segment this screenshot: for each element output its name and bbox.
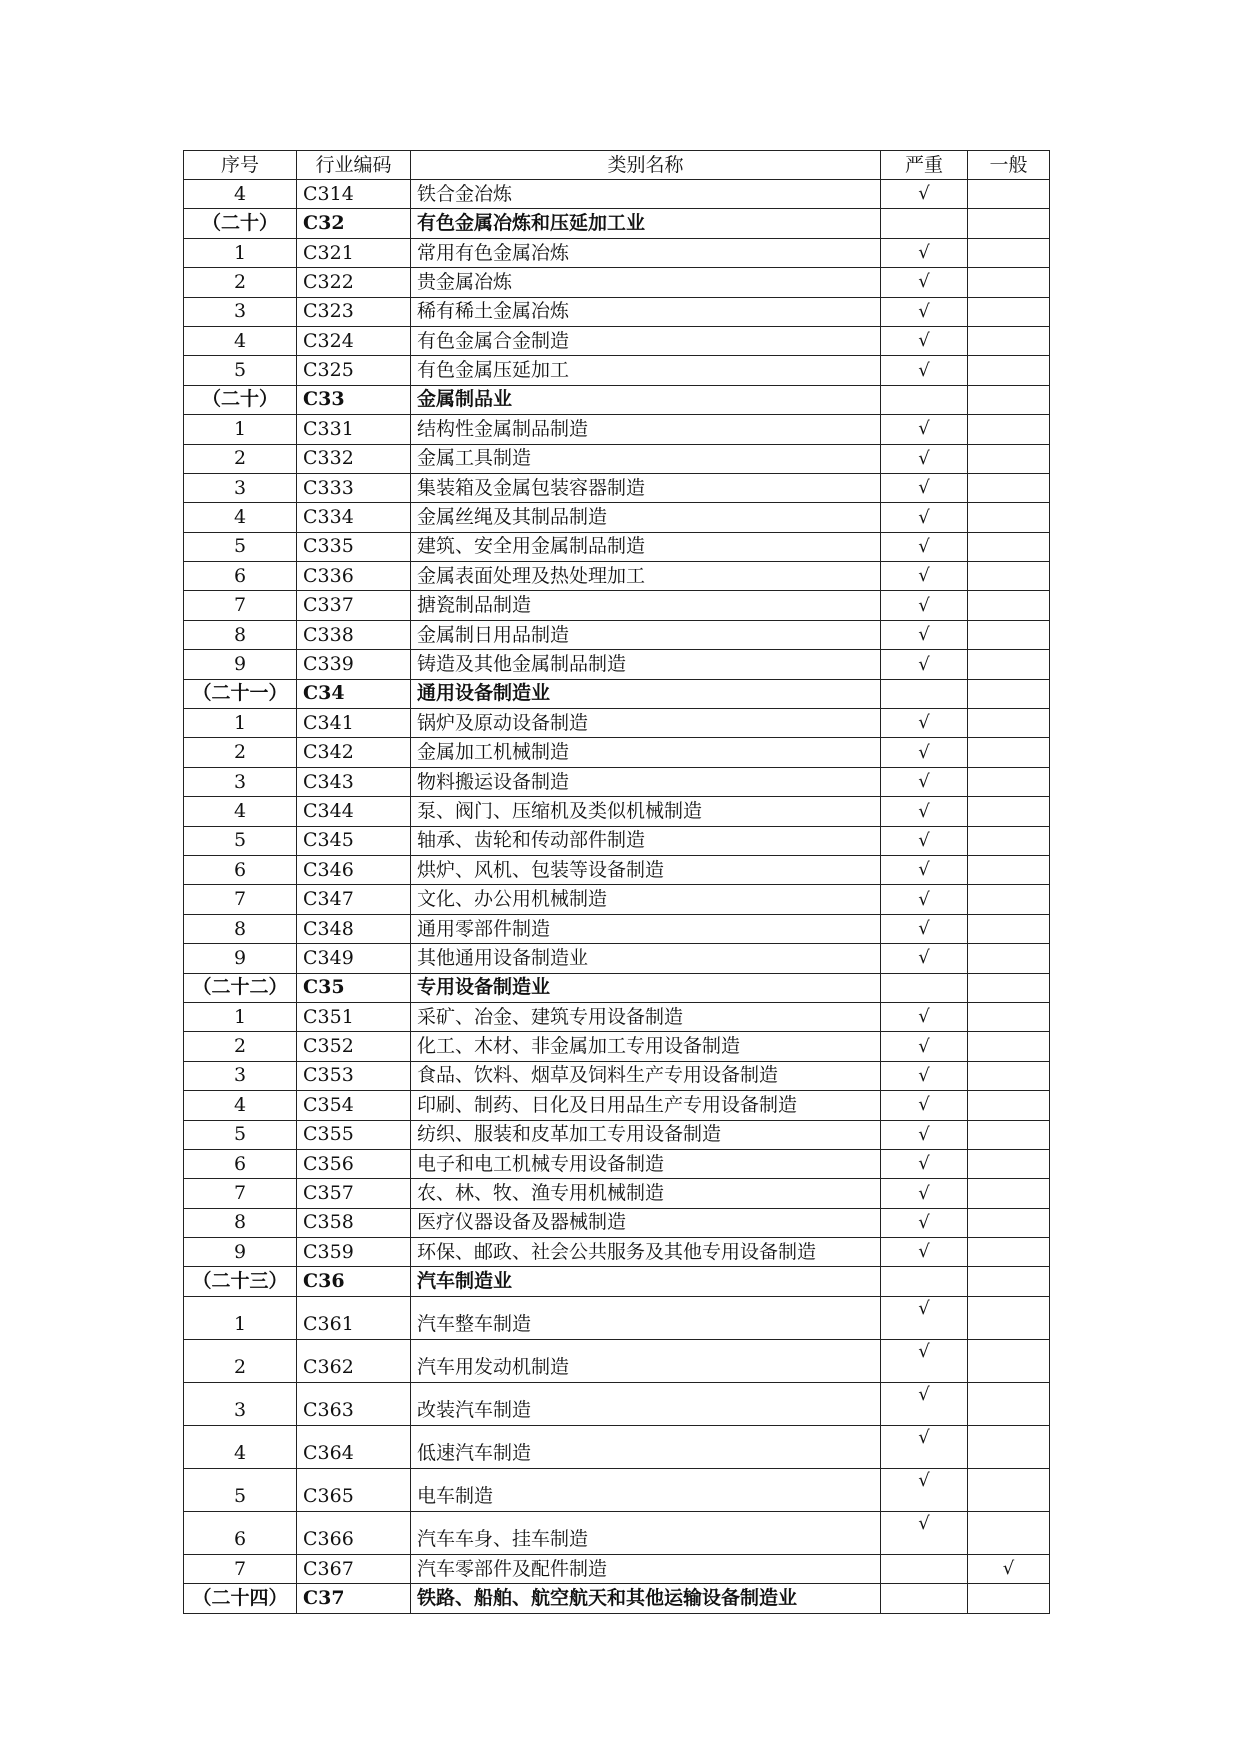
industry-code-cell: C334 [297, 503, 411, 532]
serious-mark-cell: √ [881, 767, 968, 796]
general-mark-cell [968, 591, 1050, 620]
general-mark-cell [968, 1425, 1050, 1468]
general-mark-cell [968, 356, 1050, 385]
table-row [184, 180, 1050, 209]
serious-mark-cell [881, 385, 968, 414]
category-name-cell: 铸造及其他金属制品制造 [411, 650, 881, 679]
category-name-cell: 金属制日用品制造 [411, 620, 881, 649]
general-mark-cell [968, 1002, 1050, 1031]
sequence-cell: （二十一） [184, 679, 297, 708]
table-row [184, 944, 1050, 973]
industry-code-cell: C359 [297, 1238, 411, 1267]
category-name-cell: 电子和电工机械专用设备制造 [411, 1149, 881, 1178]
sequence-cell: 7 [184, 1554, 297, 1583]
table-row [184, 738, 1050, 767]
category-name-cell: 金属丝绳及其制品制造 [411, 503, 881, 532]
sequence-cell: 2 [184, 1339, 297, 1382]
table-row [184, 297, 1050, 326]
serious-mark-cell [881, 1584, 968, 1613]
industry-code-cell: C351 [297, 1002, 411, 1031]
serious-mark-cell: √ [881, 180, 968, 209]
category-name-cell: 常用有色金属冶炼 [411, 238, 881, 267]
industry-code-cell: C34 [297, 679, 411, 708]
category-name-cell: 印刷、制药、日化及日用品生产专用设备制造 [411, 1091, 881, 1120]
serious-mark-cell: √ [881, 650, 968, 679]
category-name-cell: 环保、邮政、社会公共服务及其他专用设备制造 [411, 1238, 881, 1267]
sequence-cell: 2 [184, 444, 297, 473]
industry-code-cell: C365 [297, 1468, 411, 1511]
table-row [184, 1554, 1050, 1583]
serious-mark-cell: √ [881, 1032, 968, 1061]
serious-mark-cell: √ [881, 620, 968, 649]
industry-code-cell: C323 [297, 297, 411, 326]
sequence-cell: 9 [184, 650, 297, 679]
table-row [184, 767, 1050, 796]
category-name-cell: 汽车制造业 [411, 1267, 881, 1296]
industry-code-cell: C345 [297, 826, 411, 855]
sequence-cell: 5 [184, 1120, 297, 1149]
industry-code-cell: C339 [297, 650, 411, 679]
industry-code-cell: C341 [297, 709, 411, 738]
table-row [184, 473, 1050, 502]
industry-code-cell: C35 [297, 973, 411, 1002]
category-name-cell: 金属表面处理及热处理加工 [411, 562, 881, 591]
category-row [184, 1584, 1050, 1613]
sequence-cell: 8 [184, 914, 297, 943]
sequence-cell: 3 [184, 297, 297, 326]
general-mark-cell [968, 268, 1050, 297]
sequence-cell: 1 [184, 415, 297, 444]
sequence-cell: 9 [184, 1238, 297, 1267]
general-mark-cell [968, 1208, 1050, 1237]
general-mark-cell [968, 1149, 1050, 1178]
category-name-cell: 通用零部件制造 [411, 914, 881, 943]
category-row [184, 679, 1050, 708]
industry-code-cell: C336 [297, 562, 411, 591]
serious-mark-cell: √ [881, 268, 968, 297]
industry-code-cell: C346 [297, 855, 411, 884]
serious-mark-cell: √ [881, 532, 968, 561]
general-mark-cell [968, 415, 1050, 444]
sequence-cell: （二十） [184, 385, 297, 414]
industry-classification-table [183, 150, 1050, 1614]
table-row [184, 532, 1050, 561]
industry-code-cell: C322 [297, 268, 411, 297]
general-mark-cell [968, 914, 1050, 943]
table-row [184, 1002, 1050, 1031]
category-name-cell: 轴承、齿轮和传动部件制造 [411, 826, 881, 855]
serious-mark-cell: √ [881, 503, 968, 532]
table-row [184, 1091, 1050, 1120]
general-mark-cell [968, 1584, 1050, 1613]
industry-code-cell: C357 [297, 1179, 411, 1208]
sequence-cell: 6 [184, 1511, 297, 1554]
category-row [184, 209, 1050, 238]
category-name-cell: 汽车整车制造 [411, 1296, 881, 1339]
industry-code-cell: C347 [297, 885, 411, 914]
sequence-cell: 5 [184, 356, 297, 385]
header-general: 一般 [968, 151, 1050, 180]
general-mark-cell [968, 1296, 1050, 1339]
serious-mark-cell: √ [881, 885, 968, 914]
general-mark-cell [968, 503, 1050, 532]
serious-mark-cell: √ [881, 709, 968, 738]
category-name-cell: 食品、饮料、烟草及饲料生产专用设备制造 [411, 1061, 881, 1090]
table-row [184, 1468, 1050, 1511]
table-row [184, 238, 1050, 267]
table-row [184, 415, 1050, 444]
table-row [184, 1061, 1050, 1090]
sequence-cell: 5 [184, 1468, 297, 1511]
industry-code-cell: C358 [297, 1208, 411, 1237]
sequence-cell: 4 [184, 503, 297, 532]
sequence-cell: 4 [184, 797, 297, 826]
general-mark-cell [968, 1179, 1050, 1208]
category-name-cell: 稀有稀土金属冶炼 [411, 297, 881, 326]
general-mark-cell [968, 1382, 1050, 1425]
category-name-cell: 有色金属冶炼和压延加工业 [411, 209, 881, 238]
serious-mark-cell: √ [881, 944, 968, 973]
serious-mark-cell: √ [881, 1208, 968, 1237]
table-row [184, 503, 1050, 532]
sequence-cell: 4 [184, 1425, 297, 1468]
category-name-cell: 文化、办公用机械制造 [411, 885, 881, 914]
general-mark-cell [968, 885, 1050, 914]
table-row [184, 562, 1050, 591]
table-body [184, 180, 1050, 1614]
category-name-cell: 铁合金冶炼 [411, 180, 881, 209]
industry-code-cell: C344 [297, 797, 411, 826]
general-mark-cell [968, 1032, 1050, 1061]
general-mark-cell [968, 973, 1050, 1002]
sequence-cell: 3 [184, 1382, 297, 1425]
category-row [184, 385, 1050, 414]
general-mark-cell [968, 562, 1050, 591]
industry-code-cell: C356 [297, 1149, 411, 1178]
general-mark-cell [968, 385, 1050, 414]
serious-mark-cell: √ [881, 1339, 968, 1382]
serious-mark-cell: √ [881, 1061, 968, 1090]
serious-mark-cell: √ [881, 297, 968, 326]
sequence-cell: 5 [184, 826, 297, 855]
general-mark-cell [968, 180, 1050, 209]
industry-code-cell: C364 [297, 1425, 411, 1468]
serious-mark-cell: √ [881, 415, 968, 444]
industry-code-cell: C332 [297, 444, 411, 473]
table-row [184, 797, 1050, 826]
sequence-cell: 2 [184, 738, 297, 767]
serious-mark-cell: √ [881, 1238, 968, 1267]
general-mark-cell [968, 1339, 1050, 1382]
general-mark-cell [968, 238, 1050, 267]
industry-code-cell: C355 [297, 1120, 411, 1149]
serious-mark-cell: √ [881, 444, 968, 473]
table-row [184, 444, 1050, 473]
general-mark-cell [968, 532, 1050, 561]
category-name-cell: 烘炉、风机、包装等设备制造 [411, 855, 881, 884]
industry-code-cell: C353 [297, 1061, 411, 1090]
sequence-cell: 4 [184, 1091, 297, 1120]
serious-mark-cell: √ [881, 326, 968, 355]
serious-mark-cell [881, 209, 968, 238]
category-name-cell: 纺织、服装和皮革加工专用设备制造 [411, 1120, 881, 1149]
serious-mark-cell: √ [881, 1120, 968, 1149]
category-name-cell: 电车制造 [411, 1468, 881, 1511]
table-row [184, 326, 1050, 355]
sequence-cell: 3 [184, 767, 297, 796]
category-name-cell: 金属加工机械制造 [411, 738, 881, 767]
table-row [184, 826, 1050, 855]
category-name-cell: 化工、木材、非金属加工专用设备制造 [411, 1032, 881, 1061]
header-sequence: 序号 [184, 151, 297, 180]
industry-code-cell: C343 [297, 767, 411, 796]
sequence-cell: 5 [184, 532, 297, 561]
table-row [184, 885, 1050, 914]
serious-mark-cell [881, 1267, 968, 1296]
general-mark-cell [968, 797, 1050, 826]
industry-code-cell: C352 [297, 1032, 411, 1061]
serious-mark-cell: √ [881, 473, 968, 502]
industry-code-cell: C362 [297, 1339, 411, 1382]
industry-code-cell: C314 [297, 180, 411, 209]
industry-code-cell: C367 [297, 1554, 411, 1583]
category-name-cell: 有色金属合金制造 [411, 326, 881, 355]
industry-code-cell: C366 [297, 1511, 411, 1554]
general-mark-cell [968, 1061, 1050, 1090]
sequence-cell: 6 [184, 1149, 297, 1178]
table-row [184, 650, 1050, 679]
general-mark-cell [968, 326, 1050, 355]
category-name-cell: 其他通用设备制造业 [411, 944, 881, 973]
serious-mark-cell: √ [881, 1511, 968, 1554]
sequence-cell: 1 [184, 238, 297, 267]
category-name-cell: 汽车用发动机制造 [411, 1339, 881, 1382]
sequence-cell: 8 [184, 1208, 297, 1237]
category-name-cell: 金属工具制造 [411, 444, 881, 473]
serious-mark-cell: √ [881, 826, 968, 855]
category-name-cell: 金属制品业 [411, 385, 881, 414]
serious-mark-cell: √ [881, 1179, 968, 1208]
industry-code-cell: C348 [297, 914, 411, 943]
industry-code-cell: C37 [297, 1584, 411, 1613]
sequence-cell: （二十） [184, 209, 297, 238]
serious-mark-cell [881, 973, 968, 1002]
table-row [184, 268, 1050, 297]
general-mark-cell [968, 855, 1050, 884]
serious-mark-cell: √ [881, 1425, 968, 1468]
table-row [184, 620, 1050, 649]
sequence-cell: 1 [184, 709, 297, 738]
category-name-cell: 锅炉及原动设备制造 [411, 709, 881, 738]
industry-code-cell: C331 [297, 415, 411, 444]
serious-mark-cell: √ [881, 591, 968, 620]
table-row [184, 709, 1050, 738]
serious-mark-cell: √ [881, 1091, 968, 1120]
category-row [184, 973, 1050, 1002]
sequence-cell: 9 [184, 944, 297, 973]
table-row [184, 1149, 1050, 1178]
industry-code-cell: C363 [297, 1382, 411, 1425]
industry-code-cell: C342 [297, 738, 411, 767]
category-name-cell: 改装汽车制造 [411, 1382, 881, 1425]
category-name-cell: 集装箱及金属包装容器制造 [411, 473, 881, 502]
serious-mark-cell: √ [881, 738, 968, 767]
sequence-cell: 7 [184, 885, 297, 914]
serious-mark-cell: √ [881, 356, 968, 385]
table-row [184, 1511, 1050, 1554]
serious-mark-cell: √ [881, 1468, 968, 1511]
general-mark-cell [968, 767, 1050, 796]
industry-code-cell: C338 [297, 620, 411, 649]
category-name-cell: 汽车车身、挂车制造 [411, 1511, 881, 1554]
category-name-cell: 铁路、船舶、航空航天和其他运输设备制造业 [411, 1584, 881, 1613]
table-row [184, 855, 1050, 884]
industry-code-cell: C33 [297, 385, 411, 414]
industry-code-cell: C36 [297, 1267, 411, 1296]
sequence-cell: （二十二） [184, 973, 297, 1002]
category-name-cell: 泵、阀门、压缩机及类似机械制造 [411, 797, 881, 826]
general-mark-cell [968, 620, 1050, 649]
serious-mark-cell: √ [881, 914, 968, 943]
industry-code-cell: C354 [297, 1091, 411, 1120]
industry-code-cell: C335 [297, 532, 411, 561]
category-name-cell: 建筑、安全用金属制品制造 [411, 532, 881, 561]
table-row [184, 1238, 1050, 1267]
industry-code-cell: C32 [297, 209, 411, 238]
general-mark-cell [968, 444, 1050, 473]
sequence-cell: （二十四） [184, 1584, 297, 1613]
header-industry-code: 行业编码 [297, 151, 411, 180]
sequence-cell: 7 [184, 1179, 297, 1208]
category-name-cell: 采矿、冶金、建筑专用设备制造 [411, 1002, 881, 1031]
table-row [184, 591, 1050, 620]
sequence-cell: （二十三） [184, 1267, 297, 1296]
category-name-cell: 专用设备制造业 [411, 973, 881, 1002]
category-name-cell: 低速汽车制造 [411, 1425, 881, 1468]
category-name-cell: 医疗仪器设备及器械制造 [411, 1208, 881, 1237]
general-mark-cell [968, 709, 1050, 738]
table-row [184, 1382, 1050, 1425]
sequence-cell: 1 [184, 1002, 297, 1031]
sequence-cell: 6 [184, 562, 297, 591]
general-mark-cell [968, 209, 1050, 238]
category-name-cell: 汽车零部件及配件制造 [411, 1554, 881, 1583]
sequence-cell: 6 [184, 855, 297, 884]
header-serious: 严重 [881, 151, 968, 180]
serious-mark-cell: √ [881, 1382, 968, 1425]
serious-mark-cell: √ [881, 238, 968, 267]
general-mark-cell [968, 826, 1050, 855]
category-name-cell: 物料搬运设备制造 [411, 767, 881, 796]
category-name-cell: 有色金属压延加工 [411, 356, 881, 385]
general-mark-cell [968, 1120, 1050, 1149]
sequence-cell: 4 [184, 326, 297, 355]
category-row [184, 1267, 1050, 1296]
general-mark-cell [968, 1091, 1050, 1120]
sequence-cell: 3 [184, 1061, 297, 1090]
industry-code-cell: C337 [297, 591, 411, 620]
serious-mark-cell: √ [881, 855, 968, 884]
category-name-cell: 搪瓷制品制造 [411, 591, 881, 620]
general-mark-cell [968, 679, 1050, 708]
general-mark-cell [968, 944, 1050, 973]
general-mark-cell [968, 650, 1050, 679]
table-row [184, 1179, 1050, 1208]
serious-mark-cell: √ [881, 797, 968, 826]
table-row [184, 1120, 1050, 1149]
industry-code-cell: C333 [297, 473, 411, 502]
sequence-cell: 7 [184, 591, 297, 620]
general-mark-cell [968, 1511, 1050, 1554]
serious-mark-cell [881, 679, 968, 708]
general-mark-cell [968, 738, 1050, 767]
industry-code-cell: C324 [297, 326, 411, 355]
table-row [184, 1339, 1050, 1382]
sequence-cell: 8 [184, 620, 297, 649]
table-row [184, 1296, 1050, 1339]
table-row [184, 1425, 1050, 1468]
table-row [184, 1032, 1050, 1061]
header-category-name: 类别名称 [411, 151, 881, 180]
category-name-cell: 农、林、牧、渔专用机械制造 [411, 1179, 881, 1208]
general-mark-cell: √ [968, 1554, 1050, 1583]
sequence-cell: 1 [184, 1296, 297, 1339]
general-mark-cell [968, 297, 1050, 326]
sequence-cell: 2 [184, 1032, 297, 1061]
serious-mark-cell: √ [881, 562, 968, 591]
category-name-cell: 结构性金属制品制造 [411, 415, 881, 444]
industry-code-cell: C361 [297, 1296, 411, 1339]
table-row [184, 356, 1050, 385]
table-row [184, 1208, 1050, 1237]
category-name-cell: 贵金属冶炼 [411, 268, 881, 297]
serious-mark-cell [881, 1554, 968, 1583]
general-mark-cell [968, 1267, 1050, 1296]
industry-code-cell: C349 [297, 944, 411, 973]
category-name-cell: 通用设备制造业 [411, 679, 881, 708]
general-mark-cell [968, 1238, 1050, 1267]
industry-code-cell: C321 [297, 238, 411, 267]
sequence-cell: 4 [184, 180, 297, 209]
general-mark-cell [968, 1468, 1050, 1511]
sequence-cell: 3 [184, 473, 297, 502]
general-mark-cell [968, 473, 1050, 502]
serious-mark-cell: √ [881, 1296, 968, 1339]
serious-mark-cell: √ [881, 1002, 968, 1031]
industry-code-cell: C325 [297, 356, 411, 385]
serious-mark-cell: √ [881, 1149, 968, 1178]
sequence-cell: 2 [184, 268, 297, 297]
table-row [184, 914, 1050, 943]
table-header-row [184, 151, 1050, 180]
